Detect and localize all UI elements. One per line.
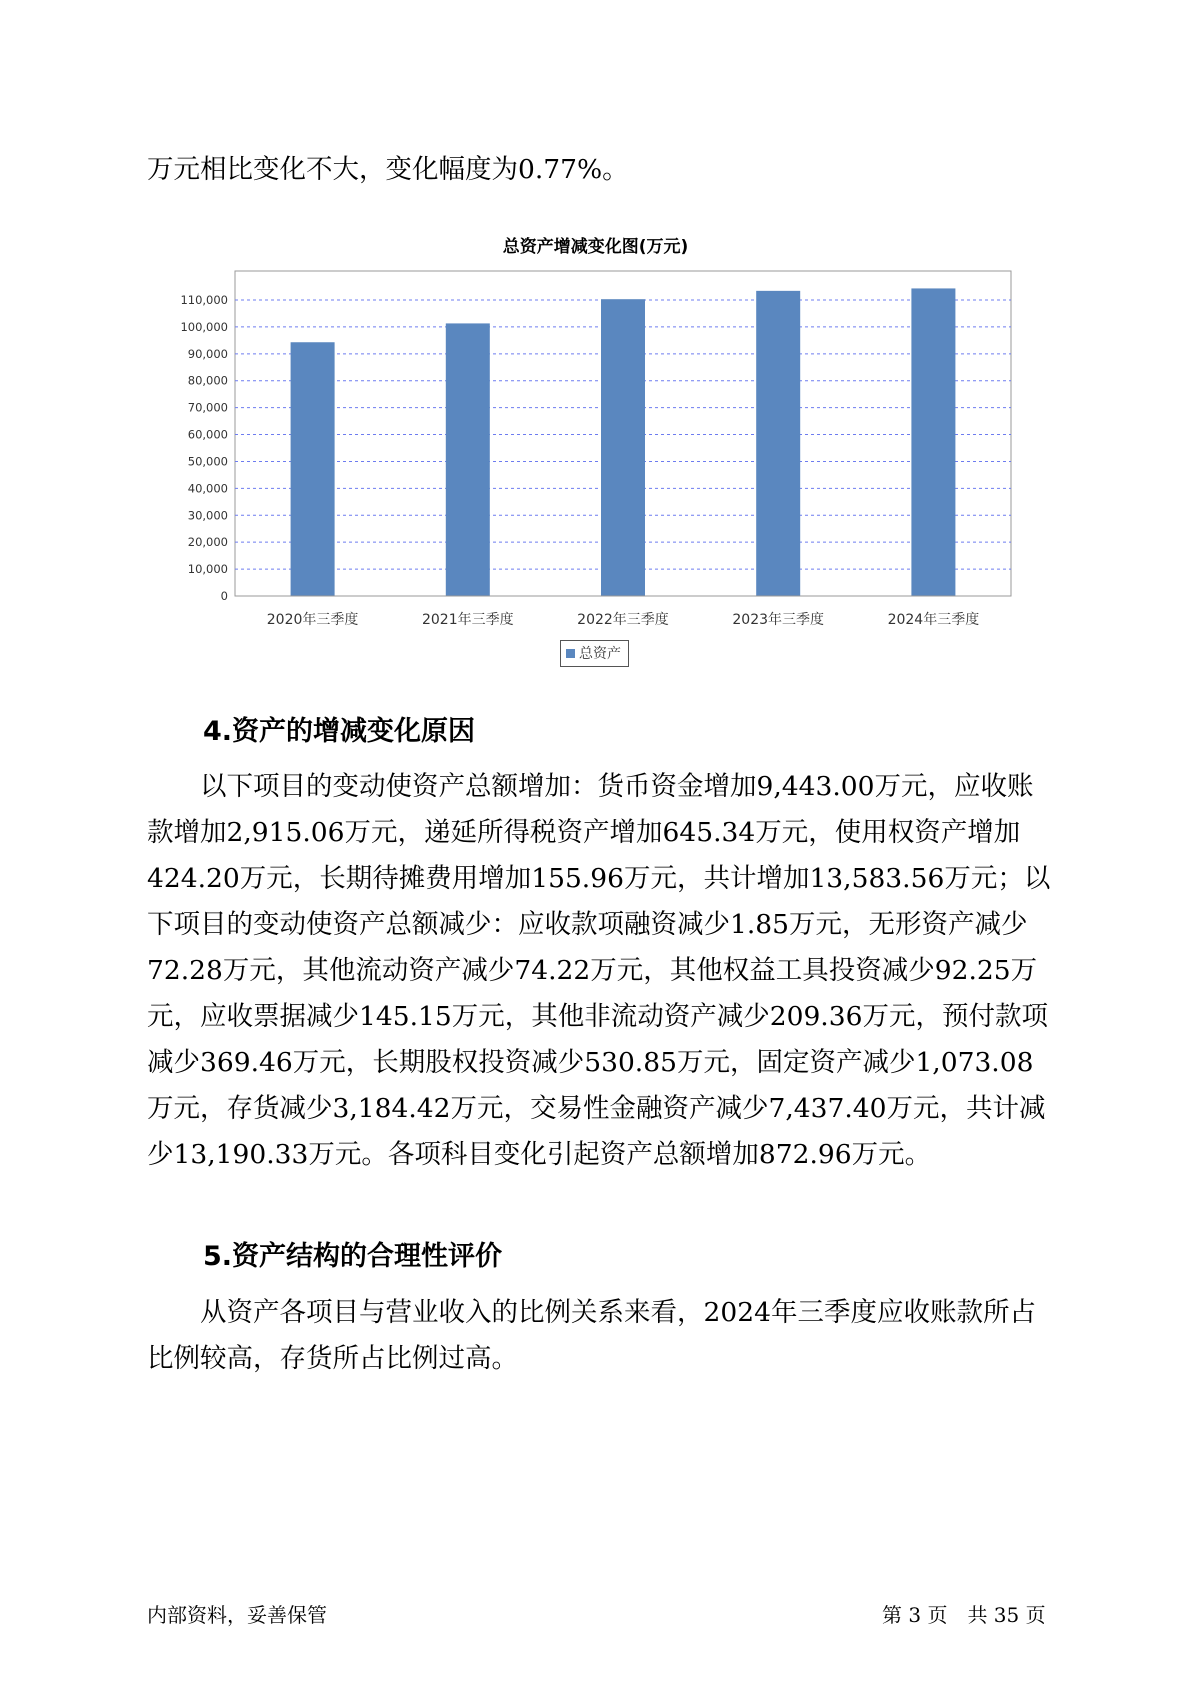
bar xyxy=(601,299,645,596)
y-tick-label: 90,000 xyxy=(187,346,228,361)
bar xyxy=(911,288,955,596)
x-tick-label: 2024年三季度 xyxy=(887,612,980,628)
intro-paragraph: 万元相比变化不大，变化幅度为0.77%。 xyxy=(147,154,629,185)
x-tick-label: 2020年三季度 xyxy=(266,612,359,628)
bar xyxy=(291,342,335,596)
chart-title: 总资产增减变化图(万元) xyxy=(502,237,689,257)
legend-label: 总资产 xyxy=(579,646,621,662)
footer-page-number: 第 3 页 共 35 页 xyxy=(882,1603,1046,1627)
section-5-paragraph: 从资产各项目与营业收入的比例关系来看，2024年三季度应收账款所占比例较高，存货所占比例过高。 xyxy=(147,1297,1036,1374)
y-tick-label: 40,000 xyxy=(187,481,228,496)
bar xyxy=(446,323,490,596)
y-tick-label: 70,000 xyxy=(187,400,228,415)
y-tick-label: 10,000 xyxy=(187,562,228,577)
y-tick-label: 20,000 xyxy=(187,535,228,550)
x-tick-label: 2023年三季度 xyxy=(732,612,825,628)
y-tick-label: 50,000 xyxy=(187,454,228,469)
y-tick-label: 100,000 xyxy=(180,319,228,334)
y-tick-label: 60,000 xyxy=(187,427,228,442)
y-tick-label: 80,000 xyxy=(187,373,228,388)
total-assets-bar-chart xyxy=(0,0,1191,700)
bar xyxy=(756,291,800,596)
section-4-heading: 4.资产的增减变化原因 xyxy=(203,716,476,747)
y-tick-label: 30,000 xyxy=(187,508,228,523)
legend-swatch xyxy=(566,649,575,658)
y-tick-label: 110,000 xyxy=(180,293,228,307)
section-5-heading: 5.资产结构的合理性评价 xyxy=(203,1241,503,1272)
x-tick-label: 2021年三季度 xyxy=(421,612,514,628)
x-tick-labels xyxy=(267,611,979,628)
y-tick-labels xyxy=(180,293,228,603)
chart-legend xyxy=(560,640,629,667)
section-4-paragraph: 以下项目的变动使资产总额增加：货币资金增加9,443.00万元，应收账款增加2,915.06万元，递延所得税资产增加645.34万元，使用权资产增加424.20万元，长期待摊费用增加155.96万元，共计增加13,583.56万元；以下项目的变动使资产总额减少：应收款项融资减少1.85万元，无形资产减少72.28万元，其他流动资产减少74.22万元，其他权益工具投资减少92.25万元，应收票据减少145.15万元，其他非流动资产减少209.36万元，预付款项减少369.46万元，长期股权投资减少530.85万元，固定资产减少1,073.08万元，存货减少3,184.42万元，交易性金融资产减少7,437.40万元，共计减少13,190.33万元。各项科目变化引起资产总额增加872.96万元。 xyxy=(147,771,1051,1170)
x-tick-label: 2022年三季度 xyxy=(577,612,669,628)
y-tick-label: 0 xyxy=(220,589,228,603)
footer-confidential-note: 内部资料，妥善保管 xyxy=(147,1603,327,1627)
